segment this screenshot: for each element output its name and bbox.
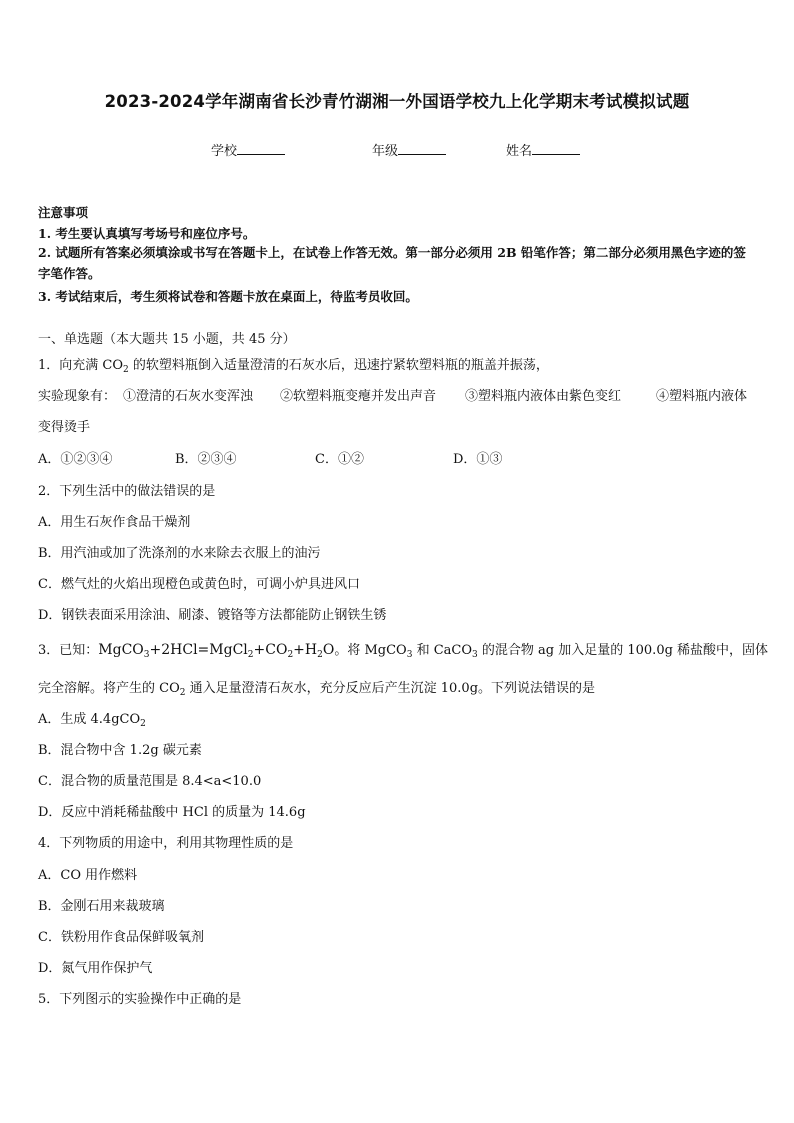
q3-formula-sub: 2 <box>317 650 323 660</box>
q3-option-a-text: A．生成 4.4gCO <box>38 712 141 727</box>
q1-option-d[interactable]: D．①③ <box>453 452 503 467</box>
q3-prefix: 3．已知： <box>38 643 99 658</box>
q3-formula-part: +CO <box>253 642 288 658</box>
q1-phenomenon-1: ①澄清的石灰水变浑浊 <box>123 389 254 404</box>
grade-label: 年级 <box>372 144 399 159</box>
q3-stem-sub: 3 <box>406 650 413 660</box>
q4-option-b[interactable]: B．金刚石用来裁玻璃 <box>38 899 165 914</box>
q1-option-a[interactable]: A．①②③④ <box>38 452 113 467</box>
name-label: 姓名 <box>506 144 533 159</box>
q3-formula <box>98 642 334 658</box>
q3-line2-part: 完全溶解。将产生的 CO <box>38 681 180 696</box>
q1-phenomena-prefix: 实验现象有： <box>38 389 117 404</box>
q4-option-c[interactable]: C．铁粉用作食品保鲜吸氧剂 <box>38 930 204 945</box>
q1-stem-part-2: 的软塑料瓶倒入适量澄清的石灰水后，迅速拧紧软塑料瓶的瓶盖并振荡， <box>128 358 549 373</box>
q3-stem <box>38 639 768 658</box>
q2-stem: 2．下列生活中的做法错误的是 <box>38 484 216 499</box>
school-label: 学校 <box>211 144 238 159</box>
student-info-row <box>0 140 794 160</box>
q2-option-c[interactable]: C．燃气灶的火焰出现橙色或黄色时，可调小炉具进风口 <box>38 577 360 592</box>
q1-stem-sub: 2 <box>123 365 129 375</box>
exam-title: 2023-2024学年湖南省长沙青竹湖湘一外国语学校九上化学期末考试模拟试题 <box>104 92 690 111</box>
note-item-2: 2. 试题所有答案必须填涂或书写在答题卡上，在试卷上作答无效。第一部分必须用 2B 铅笔作答；第二部分必须用黑色字迹的签字笔作答。 <box>38 245 746 281</box>
q3-stem-part: 。将 MgCO <box>334 643 407 658</box>
q4-option-d[interactable]: D．氮气用作保护气 <box>38 961 153 976</box>
q1-option-c[interactable]: C．①② <box>315 452 364 467</box>
q3-stem-part: 和 CaCO <box>412 643 473 658</box>
q3-option-c[interactable]: C．混合物的质量范围是 8.4<a<10.0 <box>38 774 262 789</box>
name-field <box>506 140 580 159</box>
q4-stem: 4．下列物质的用途中，利用其物理性质的是 <box>38 836 294 851</box>
q1-phenomenon-4: ④塑料瓶内液体 <box>656 389 748 404</box>
section-heading: 一、单选题（本大题共 15 小题，共 45 分） <box>38 332 296 347</box>
q1-phenomenon-2: ②软塑料瓶变瘪并发出声音 <box>280 389 437 404</box>
q3-option-a[interactable] <box>38 708 146 727</box>
q3-formula-part: O <box>322 642 335 658</box>
q3-option-b[interactable]: B．混合物中含 1.2g 碳元素 <box>38 743 202 758</box>
q1-phenomena-cont: 变得烫手 <box>38 420 91 435</box>
q1-stem <box>38 354 549 373</box>
q3-formula-sub: 2 <box>287 650 294 660</box>
q3-formula-part: +2HCl=MgCl <box>149 642 248 658</box>
q3-line2-sub: 2 <box>179 688 186 698</box>
q3-option-a-sub: 2 <box>140 719 146 729</box>
q3-option-d[interactable]: D．反应中消耗稀盐酸中 HCl 的质量为 14.6g <box>38 805 306 820</box>
school-field <box>211 140 285 159</box>
q5-stem: 5．下列图示的实验操作中正确的是 <box>38 992 242 1007</box>
q3-stem-sub: 3 <box>472 650 478 660</box>
grade-blank <box>398 141 446 155</box>
q3-formula-part: +H <box>293 642 318 658</box>
name-blank <box>532 141 580 155</box>
q3-formula-part: MgCO <box>98 642 144 658</box>
q3-stem-part: 的混合物 ag 加入足量的 100.0g 稀盐酸中，固体 <box>477 643 769 658</box>
q3-stem-line2 <box>38 677 595 696</box>
q3-formula-sub: 2 <box>247 650 254 660</box>
notes-heading: 注意事项 <box>38 205 89 220</box>
q1-phenomenon-3: ③塑料瓶内液体由紫色变红 <box>465 389 622 404</box>
q2-option-a[interactable]: A．用生石灰作食品干燥剂 <box>38 515 191 530</box>
q3-formula-sub: 3 <box>143 650 150 660</box>
q2-option-d[interactable]: D．钢铁表面采用涂油、刷漆、镀铬等方法都能防止钢铁生锈 <box>38 608 387 623</box>
note-item-3: 3. 考试结束后，考生须将试卷和答题卡放在桌面上，待监考员收回。 <box>38 289 418 304</box>
q3-line2-part: 通入足量澄清石灰水，充分反应后产生沉淀 10.0g。下列说法错误的是 <box>185 681 596 696</box>
note-item-1: 1. 考生要认真填写考场号和座位序号。 <box>38 226 256 241</box>
q1-stem-part: 1．向充满 CO <box>38 358 124 373</box>
q2-option-b[interactable]: B．用汽油或加了洗涤剂的水来除去衣服上的油污 <box>38 546 321 561</box>
school-blank <box>237 141 285 155</box>
q4-option-a[interactable]: A．CO 用作燃料 <box>38 868 138 883</box>
q1-option-b[interactable]: B．②③④ <box>175 452 237 467</box>
grade-field <box>372 140 446 159</box>
